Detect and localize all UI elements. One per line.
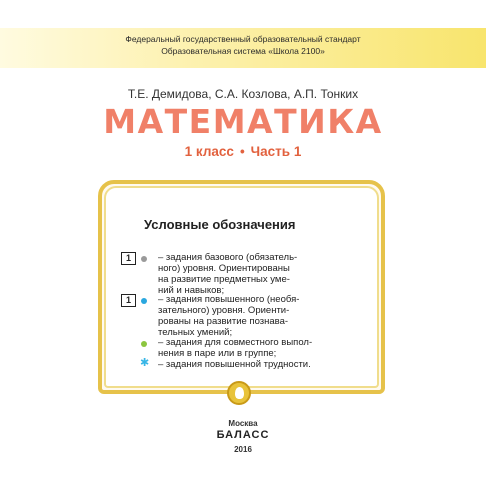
authors: Т.Е. Демидова, С.А. Козлова, А.П. Тонких (127, 87, 359, 101)
standard-line-2: Образовательная система «Школа 2100» (161, 46, 325, 56)
grey-dot-icon (141, 256, 147, 262)
owl-medal-icon (227, 381, 251, 405)
green-dot-icon (141, 341, 147, 347)
blue-dot-icon (141, 298, 147, 304)
class-label: 1 класс (184, 144, 234, 159)
publisher-logo: БАЛАСС (216, 429, 270, 441)
number-box-icon: 1 (121, 252, 136, 265)
legend-item-basic: – задания базового (обязатель- ного) уровня. Ориентированы на развитие предметных уме- ний и навыков; (158, 252, 298, 296)
separator: • (239, 144, 245, 159)
legend-item-advanced: – задания повышенного (необя- зательного) уровня. Ориенти- рованы на развитие познава- тельных умений; (158, 294, 300, 338)
publisher-city: Москва (228, 419, 258, 428)
standard-line-1: Федеральный государственный образовательный стандарт (125, 34, 361, 44)
part-label: Часть 1 (250, 144, 302, 159)
book-title: МАТЕМАТИКА (103, 102, 383, 141)
publication-year: 2016 (234, 445, 252, 454)
book-subtitle (0, 144, 486, 159)
star-icon: ✱ (140, 357, 150, 369)
number-box-icon: 1 (121, 294, 136, 307)
legend-item-group: – задания для совместного выпол- нения в паре или в группе; (158, 337, 313, 359)
legend-item-hard: – задания повышенной трудности. (158, 359, 311, 370)
legend-title: Условные обозначения (144, 217, 296, 232)
